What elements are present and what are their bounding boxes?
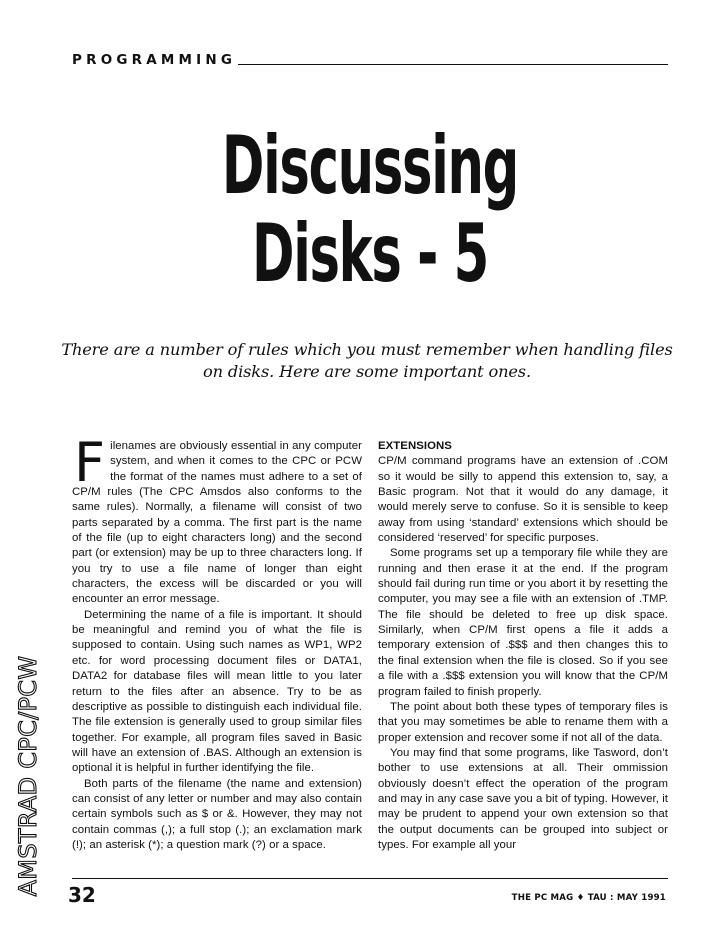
paragraph: You may find that some programs, like Tasword, don’t bother to use extensions at all. Their ommission obviously doesn’t effect the operation of the program and may in any case save you a bit of typing. However, it may be prudent to append your own extension so that the output documents can be grouped into subject or types. For example all your — [378, 746, 668, 851]
footer-publication: THE PC MAG ♦ TAU : MAY 1991 — [511, 893, 666, 903]
paragraph: The point about both these types of temporary files is that you may sometimes be able to rename them with a proper extension and recover some if not all of the data. — [378, 700, 668, 744]
header-rule — [238, 64, 668, 65]
article-title-line-1: Discussing — [221, 119, 519, 212]
body-column-left — [72, 431, 362, 853]
sidebar-magazine-label: AMSTRAD CPC/PCW — [14, 655, 42, 897]
section-label: PROGRAMMING — [72, 52, 237, 68]
article-title-line-2: Disks - 5 — [251, 207, 489, 300]
section-header — [72, 49, 668, 67]
paragraph — [72, 431, 362, 608]
paragraph: CP/M command programs have an extension of .COM so it would be silly to append this extension to, say, a Basic program. Not that it would do any damage, it would merely serve to confuse. So it is sensible to keep away from using ‘standard’ extensions which should be considered ‘reserved’ for specific purposes. — [378, 455, 668, 545]
standfirst: There are a number of rules which you must remember when handling files on disks. Here are some important ones. — [61, 340, 673, 381]
body-column-right — [378, 439, 668, 853]
paragraph: Some programs set up a temporary file while they are running and then erase it at the end. If the program should fail during run time or you abort it by resetting the computer, you may see a file with an extension of .TMP. The file should be deleted to free up disk space. Similarly, when CP/M first opens a file it adds a temporary extension of .$$$ and then changes this to the final extension when the file is closed. So if you see a file with a .$$$ extension you will know that the CP/M program failed to finish properly. — [378, 547, 668, 698]
subheading: EXTENSIONS — [378, 440, 452, 452]
paragraph: Both parts of the filename (the name and extension) can consist of any letter or number and may also contain certain symbols such as $ or &. However, they may not contain commas (,); a full stop (.); an exclamation mark (!); an asterisk (*); a question mark (?) or a space. — [72, 777, 362, 851]
paragraph-text: ilenames are obviously essential in any computer system, and when it comes to the CPC or PCW the format of the names must adhere to a set of CP/M rules (The CPC Amsdos also conforms to the same rules). Normally, a filename will consist of two parts separated by a comma. The first part is the name of the file (up to eight characters long) and the second part (or extension) may be up to three characters long. If you try to use a file name of longer than eight characters, the excess will be discarded or you will encounter an error message. — [72, 440, 362, 606]
footer-rule — [72, 878, 668, 879]
drop-cap: F — [74, 431, 106, 494]
page-number: 32 — [68, 883, 96, 907]
paragraph: Determining the name of a file is important. It should be meaningful and remind you of what the file is supposed to contain. Using such names as WP1, WP2 etc. for word processing document files or DATA1, DATA2 for database files will mean little to you later return to the files after an absence. Try to be as descriptive as possible to distinguish each individual file. The file extension is generally used to group similar files together. For example, all program files saved in Basic will have an extension of .BAS. Although an extension is optional it is helpful in further identifying the file. — [72, 608, 362, 775]
